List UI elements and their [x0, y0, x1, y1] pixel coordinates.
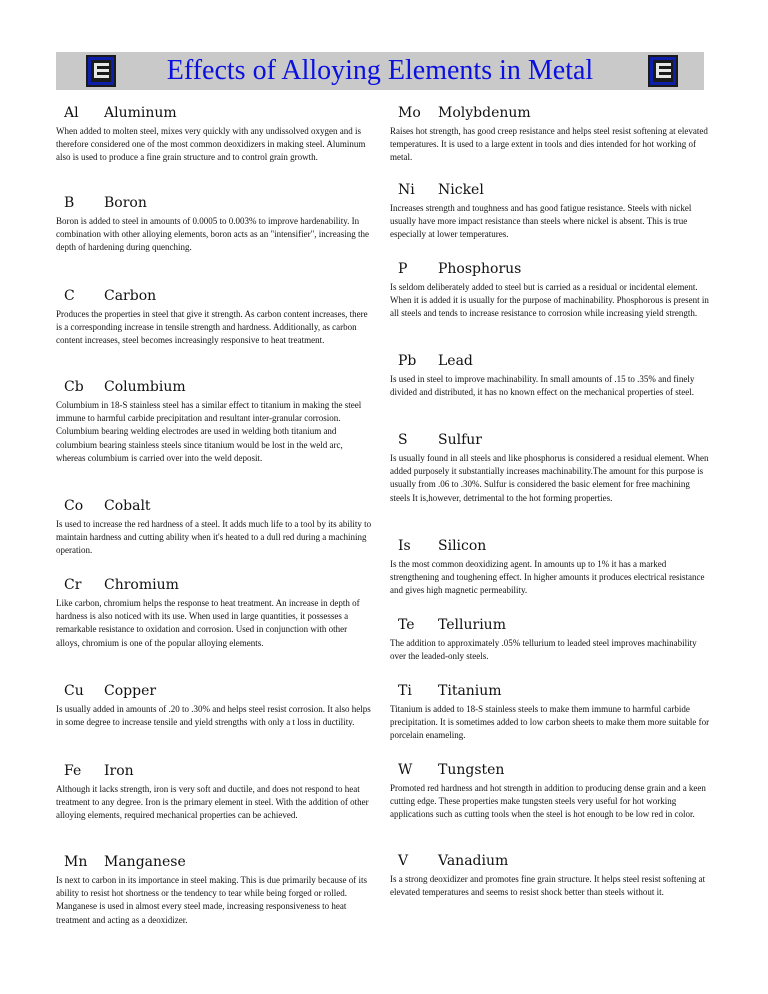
element-entry-molybdenum	[390, 104, 712, 165]
element-heading	[56, 576, 372, 594]
element-symbol: Co	[64, 498, 84, 514]
element-description: Is used to increase the red hardness of a steel. It adds much life to a tool by its ability to maintain hardness and cutting ability when it's heated to a dull red during a machining operation.	[56, 519, 372, 556]
element-heading	[390, 537, 712, 555]
element-description: Is seldom deliberately added to steel but is carried as a residual or incidental element. When it is added it is usually for the purpose of machinability. Phosphorous is present in all steels and tends to increase resistance to corrosion while increasing yield strength.	[390, 282, 709, 319]
element-entry-iron	[56, 762, 372, 823]
element-name: Phosphorus	[438, 261, 522, 277]
element-heading	[390, 260, 712, 278]
element-description: Increases strength and toughness and has good fatigue resistance. Steels with nickel usually have more impact resistance than steels where nickel is absent. This is true especially at lower temperatures.	[390, 203, 692, 240]
element-name: Carbon	[104, 288, 157, 304]
element-symbol: B	[64, 195, 75, 211]
element-entry-boron	[56, 194, 372, 255]
element-entry-aluminum	[56, 104, 372, 165]
element-heading	[56, 497, 372, 515]
element-heading	[56, 762, 372, 780]
element-name: Vanadium	[438, 853, 509, 869]
element-heading	[390, 852, 712, 870]
element-name: Nickel	[438, 182, 484, 198]
element-description: The addition to approximately .05% tellurium to leaded steel improves machinability over the leaded-only steels.	[390, 638, 697, 662]
element-entry-sulfur	[390, 431, 712, 505]
element-entry-phosphorus	[390, 260, 712, 321]
element-entry-tungsten	[390, 761, 712, 822]
element-symbol: Ti	[398, 683, 412, 699]
logo-icon	[648, 55, 678, 87]
element-symbol: Fe	[64, 763, 82, 779]
element-entry-carbon	[56, 287, 372, 348]
element-symbol: Al	[64, 105, 79, 121]
element-symbol: S	[398, 432, 408, 448]
element-heading	[390, 682, 712, 700]
element-entry-silicon	[390, 537, 712, 598]
element-symbol: Cu	[64, 683, 84, 699]
element-name: Copper	[104, 683, 157, 699]
element-description: Raises hot strength, has good creep resistance and helps steel resist softening at elevated temperatures. It is used to a large extent in tools and dies intended for hot working of metal.	[390, 126, 708, 163]
element-description: Columbium in 18-S stainless steel has a similar effect to titanium in making the steel immune to harmful carbide precipitation and resultant inter-granular corrosion. Columbium bearing welding electrodes are used in welding both titanium and columbium bearing stainless steels since titanium would be lost in the weld arc, whereas columbium is carried over into the weld deposit.	[56, 400, 362, 463]
element-name: Columbium	[104, 379, 186, 395]
element-entry-manganese	[56, 853, 372, 927]
element-symbol: C	[64, 288, 75, 304]
element-name: Aluminum	[104, 105, 177, 121]
element-description: Promoted red hardness and hot strength in addition to producing dense grain and a keen cutting edge. These properties make tungsten steels very useful for hot working applications such as cutting tools when the steel is hot enough to be low red in color.	[390, 783, 706, 820]
element-description: Like carbon, chromium helps the response to heat treatment. An increase in depth of hardness is also noticed with its use. When used in large quantities, it possesses a remarkable resistance to oxidation and corrosion. Used in conjunction with other alloys, chromium is one of the popular alloying elements.	[56, 598, 360, 648]
element-heading	[56, 194, 372, 212]
element-entry-copper	[56, 682, 372, 729]
element-heading	[390, 431, 712, 449]
element-name: Silicon	[438, 538, 487, 554]
element-symbol: Pb	[398, 353, 417, 369]
page-title: Effects of Alloying Elements in Metal	[166, 55, 594, 86]
element-name: Boron	[104, 195, 147, 211]
element-entry-nickel	[390, 181, 712, 242]
element-name: Lead	[438, 353, 473, 369]
element-heading	[390, 761, 712, 779]
title-banner	[56, 52, 704, 90]
element-heading	[390, 352, 712, 370]
element-name: Tungsten	[438, 762, 505, 778]
element-symbol: Is	[398, 538, 411, 554]
element-name: Sulfur	[438, 432, 482, 448]
element-name: Titanium	[438, 683, 502, 699]
element-name: Manganese	[104, 854, 186, 870]
element-heading	[390, 104, 712, 122]
element-heading	[390, 181, 712, 199]
element-name: Chromium	[104, 577, 179, 593]
element-description: Titanium is added to 18-S stainless steels to make them immune to harmful carbide precipitation. It is sometimes added to low carbon sheets to make them more suitable for porcelain enameling.	[390, 704, 710, 741]
element-name: Iron	[104, 763, 134, 779]
element-description: Boron is added to steel in amounts of 0.0005 to 0.003% to improve hardenability. In combination with other alloying elements, boron acts as an "intensifier", increasing the depth of hardening during quenching.	[56, 216, 370, 253]
element-symbol: P	[398, 261, 408, 277]
element-entry-titanium	[390, 682, 712, 743]
element-description: Is next to carbon in its importance in steel making. This is due primarily because of its ability to resist hot shortness or the tendency to tear while being forged or rolled. Manganese is used in almost every steel made, increasing responsiveness to heat treatment and acting as a deoxidizer.	[56, 875, 368, 925]
element-entry-lead	[390, 352, 712, 399]
element-heading	[56, 287, 372, 305]
element-description: Is the most common deoxidizing agent. In amounts up to 1% it has a marked strengthening and toughening effect. In higher amounts it produces electrical resistance and gives high magnetic permeability.	[390, 559, 705, 596]
element-entry-chromium	[56, 576, 372, 650]
element-description: When added to molten steel, mixes very quickly with any undissolved oxygen and is therefore considered one of the most common deoxidizers in making steel. Aluminum also is used to produce a fine grain structure and to control grain growth.	[56, 126, 366, 163]
element-name: Molybdenum	[438, 105, 531, 121]
element-description: Produces the properties in steel that give it strength. As carbon content increases, there is a corresponding increase in tensile strength and hardness. Additionally, as carbon content increases, steel becomes increasingly responsive to heat treatment.	[56, 309, 368, 346]
element-heading	[56, 682, 372, 700]
element-description: Although it lacks strength, iron is very soft and ductile, and does not respond to heat treatment to any degree. Iron is the primary element in steel. With the addition of other alloying elements, required mechanical properties can be achieved.	[56, 784, 369, 821]
element-symbol: Mo	[398, 105, 421, 121]
element-heading	[56, 104, 372, 122]
element-heading	[56, 378, 372, 396]
element-entry-vanadium	[390, 852, 712, 899]
element-name: Tellurium	[438, 617, 506, 633]
element-entry-tellurium	[390, 616, 712, 663]
element-symbol: W	[398, 762, 413, 778]
element-symbol: Cb	[64, 379, 84, 395]
element-symbol: Ni	[398, 182, 415, 198]
element-symbol: Cr	[64, 577, 82, 593]
element-heading	[56, 853, 372, 871]
element-symbol: Te	[398, 617, 415, 633]
element-entry-cobalt	[56, 497, 372, 558]
element-symbol: V	[398, 853, 409, 869]
element-symbol: Mn	[64, 854, 88, 870]
element-description: Is used in steel to improve machinability. In small amounts of .15 to .35% and finely divided and distributed, it has no known effect on the mechanical properties of steel.	[390, 374, 695, 398]
element-description: Is usually added in amounts of .20 to .30% and helps steel resist corrosion. It also helps in some degree to increase tensile and yield strengths with only a t loss in ductility.	[56, 704, 371, 728]
element-entry-columbium	[56, 378, 372, 465]
element-description: Is usually found in all steels and like phosphorus is considered a residual element. When added purposely it substantially increases machinability.The amount for this purpose is usually from .06 to .30%. Sulfur is considered the basic element for free machining steels It is,however, detrimental to the hot forming properties.	[390, 453, 709, 503]
element-heading	[390, 616, 712, 634]
element-name: Cobalt	[104, 498, 151, 514]
element-description: Is a strong deoxidizer and promotes fine grain structure. It helps steel resist softening at elevated temperatures and seems to resist shock better than steels without it.	[390, 874, 706, 898]
